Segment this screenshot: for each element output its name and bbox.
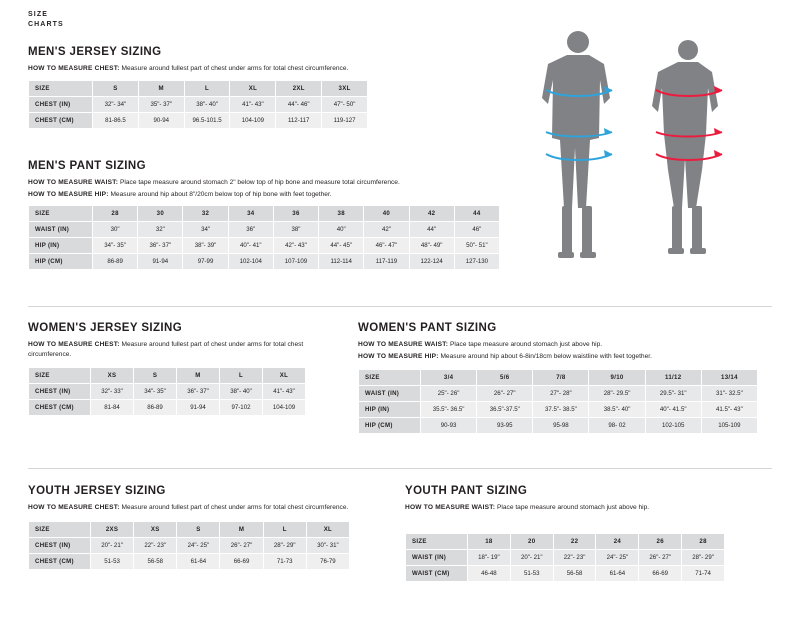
- howto-label: HOW TO MEASURE WAIST:: [358, 341, 449, 348]
- table-cell: 97-99: [183, 254, 228, 270]
- table-cell: 36.5"-37.5": [477, 402, 533, 418]
- row-label: CHEST (CM): [29, 112, 93, 128]
- table-header-cell: 2XL: [276, 80, 322, 96]
- table-header-cell: XL: [230, 80, 276, 96]
- table-cell: 44"- 45": [319, 238, 364, 254]
- table-cell: 22"- 23": [553, 549, 596, 565]
- table-cell: 95-98: [533, 418, 589, 434]
- table-header-cell: SIZE: [406, 533, 468, 549]
- table-cell: 20"- 21": [510, 549, 553, 565]
- table-header-cell: 13/14: [701, 370, 757, 386]
- table-header-cell: M: [220, 521, 263, 537]
- table-header-cell: 38: [319, 206, 364, 222]
- row-label: CHEST (IN): [29, 384, 91, 400]
- body-measurement-figures: [520, 28, 780, 278]
- table-cell: 35.5"- 36.5": [421, 402, 477, 418]
- table-cell: 36"- 37": [138, 238, 183, 254]
- table-cell: 117-119: [364, 254, 409, 270]
- howto-label: HOW TO MEASURE CHEST:: [28, 504, 120, 511]
- table-cell: 102-105: [645, 418, 701, 434]
- table-cell: 30": [93, 222, 138, 238]
- table-header-cell: 5/6: [477, 370, 533, 386]
- table-row: [29, 384, 306, 400]
- table-cell: 46": [454, 222, 499, 238]
- row-label: CHEST (IN): [29, 537, 91, 553]
- table-header-cell: M: [138, 80, 184, 96]
- table-header-cell: L: [184, 80, 230, 96]
- table-womens-jersey: [28, 367, 306, 416]
- table-cell: 91-94: [177, 400, 220, 416]
- section-womens-jersey-sizing: [28, 322, 348, 416]
- table-cell: 97-102: [220, 400, 263, 416]
- table-header-cell: SIZE: [359, 370, 421, 386]
- table-row: [406, 549, 725, 565]
- table-header-cell: XS: [134, 521, 177, 537]
- table-cell: 34": [183, 222, 228, 238]
- howto-measure-waist: [358, 340, 778, 350]
- table-cell: 30"- 31": [306, 537, 349, 553]
- howto-label: HOW TO MEASURE WAIST:: [405, 504, 496, 511]
- howto-label: HOW TO MEASURE CHEST:: [28, 65, 120, 72]
- table-cell: 61-64: [596, 565, 639, 581]
- table-cell: 112-117: [276, 112, 322, 128]
- table-header-cell: 34: [228, 206, 273, 222]
- table-cell: 35"- 37": [138, 96, 184, 112]
- table-cell: 71-73: [263, 553, 306, 569]
- table-header-row: [359, 370, 758, 386]
- howto-measure-waist: [405, 503, 775, 513]
- table-header-cell: L: [220, 368, 263, 384]
- table-cell: 56-58: [134, 553, 177, 569]
- table-cell: 38.5"- 40": [589, 402, 645, 418]
- table-header-row: [29, 521, 350, 537]
- table-cell: 122-124: [409, 254, 454, 270]
- howto-text: Measure around fullest part of chest under arms for total chest circumference.: [119, 65, 349, 72]
- table-cell: 26"- 27": [220, 537, 263, 553]
- table-header-cell: 7/8: [533, 370, 589, 386]
- howto-label: HOW TO MEASURE CHEST:: [28, 341, 120, 348]
- row-label: WAIST (IN): [29, 222, 93, 238]
- table-header-cell: L: [263, 521, 306, 537]
- section-title: YOUTH PANT SIZING: [405, 485, 528, 497]
- table-cell: 41"- 43": [230, 96, 276, 112]
- table-row: [29, 537, 350, 553]
- table-cell: 127-130: [454, 254, 499, 270]
- table-cell: 81-86.5: [93, 112, 139, 128]
- table-cell: 96.5-101.5: [184, 112, 230, 128]
- table-cell: 32": [138, 222, 183, 238]
- row-label: CHEST (CM): [29, 553, 91, 569]
- section-mens-pant-sizing: [28, 160, 528, 270]
- table-cell: 50"- 51": [454, 238, 499, 254]
- table-header-cell: 24: [596, 533, 639, 549]
- row-label: HIP (CM): [359, 418, 421, 434]
- table-youth-pant: [405, 533, 725, 582]
- divider: [28, 306, 772, 307]
- howto-text: Measure around hip about 6-8in/18cm below waistline with feet together.: [438, 352, 652, 360]
- section-title: YOUTH JERSEY SIZING: [28, 485, 166, 497]
- table-header-cell: 9/10: [589, 370, 645, 386]
- table-header-cell: S: [134, 368, 177, 384]
- table-cell: 40"- 41.5": [645, 402, 701, 418]
- howto-text: Measure around hip about 8"/20cm below top of hip bone with feet together.: [108, 190, 332, 198]
- section-title: MEN'S JERSEY SIZING: [28, 46, 162, 58]
- table-row: [29, 553, 350, 569]
- table-header-cell: 36: [273, 206, 318, 222]
- table-cell: 46-48: [468, 565, 511, 581]
- row-label: HIP (IN): [29, 238, 93, 254]
- table-header-cell: 44: [454, 206, 499, 222]
- table-cell: 32"- 33": [91, 384, 134, 400]
- table-cell: 20"- 21": [91, 537, 134, 553]
- table-header-cell: 32: [183, 206, 228, 222]
- table-cell: 105-109: [701, 418, 757, 434]
- table-header-cell: 26: [639, 533, 682, 549]
- table-header-cell: SIZE: [29, 521, 91, 537]
- table-cell: 66-69: [639, 565, 682, 581]
- table-row: [406, 565, 725, 581]
- table-cell: 112-114: [319, 254, 364, 270]
- table-cell: 104-109: [263, 400, 306, 416]
- table-header-row: [29, 206, 500, 222]
- table-cell: 119-127: [322, 112, 368, 128]
- table-cell: 71-74: [682, 565, 725, 581]
- male-body-diagram: [542, 31, 610, 258]
- table-header-row: [29, 80, 368, 96]
- howto-label: HOW TO MEASURE WAIST:: [28, 179, 119, 186]
- table-header-cell: 40: [364, 206, 409, 222]
- row-label: WAIST (IN): [406, 549, 468, 565]
- table-cell: 90-94: [138, 112, 184, 128]
- table-cell: 42"- 43": [273, 238, 318, 254]
- section-mens-jersey-sizing: [28, 46, 528, 129]
- howto-measure-waist: [28, 178, 528, 188]
- table-cell: 81-84: [91, 400, 134, 416]
- table-header-cell: SIZE: [29, 368, 91, 384]
- table-cell: 41"- 43": [263, 384, 306, 400]
- table-cell: 51-53: [91, 553, 134, 569]
- table-cell: 40": [319, 222, 364, 238]
- table-row: [359, 386, 758, 402]
- row-label: WAIST (IN): [359, 386, 421, 402]
- howto-text: Measure around fullest part of chest under arms for total chest circumference.: [28, 341, 304, 358]
- table-cell: 22"- 23": [134, 537, 177, 553]
- divider: [28, 468, 772, 469]
- howto-label: HOW TO MEASURE HIP:: [358, 352, 439, 360]
- table-cell: 76-79: [306, 553, 349, 569]
- table-cell: 34"- 35": [93, 238, 138, 254]
- table-row: [29, 400, 306, 416]
- section-youth-jersey-sizing: [28, 485, 358, 570]
- table-header-cell: 3XL: [322, 80, 368, 96]
- table-cell: 24"- 25": [177, 537, 220, 553]
- howto-text: Measure around fullest part of chest under arms for total chest circumference.: [119, 504, 349, 511]
- table-cell: 46"- 47": [364, 238, 409, 254]
- howto-measure-chest: [28, 340, 308, 359]
- table-cell: 47"- 50": [322, 96, 368, 112]
- howto-label: HOW TO MEASURE HIP:: [28, 190, 109, 198]
- table-header-cell: XL: [263, 368, 306, 384]
- table-cell: 107-109: [273, 254, 318, 270]
- table-cell: 36"- 37": [177, 384, 220, 400]
- table-cell: 29.5"- 31": [645, 386, 701, 402]
- howto-text: Place tape measure around stomach just above hip.: [448, 341, 603, 348]
- table-cell: 93-95: [477, 418, 533, 434]
- table-header-cell: SIZE: [29, 206, 93, 222]
- table-header-cell: 3/4: [421, 370, 477, 386]
- table-header-cell: 28: [682, 533, 725, 549]
- table-cell: 38"- 40": [220, 384, 263, 400]
- howto-text: Place tape measure around stomach 2" below top of hip bone and measure total circumference.: [118, 179, 400, 186]
- page-title: [28, 10, 64, 30]
- table-cell: 56-58: [553, 565, 596, 581]
- table-cell: 90-93: [421, 418, 477, 434]
- row-label: CHEST (CM): [29, 400, 91, 416]
- table-header-cell: XS: [91, 368, 134, 384]
- female-body-diagram: [652, 40, 718, 254]
- table-header-row: [29, 368, 306, 384]
- table-header-cell: S: [93, 80, 139, 96]
- howto-text: Place tape measure around stomach just above hip.: [495, 504, 650, 511]
- table-header-cell: 11/12: [645, 370, 701, 386]
- table-cell: 104-109: [230, 112, 276, 128]
- table-row: [29, 222, 500, 238]
- table-cell: 61-64: [177, 553, 220, 569]
- table-youth-jersey: [28, 521, 350, 570]
- page-title-line2: CHARTS: [28, 21, 64, 28]
- table-cell: 24"- 25": [596, 549, 639, 565]
- table-womens-pant: [358, 369, 758, 434]
- table-cell: 26"- 27": [477, 386, 533, 402]
- table-cell: 31"- 32.5": [701, 386, 757, 402]
- howto-measure-chest: [28, 503, 350, 513]
- table-row: [359, 418, 758, 434]
- table-cell: 18"- 19": [468, 549, 511, 565]
- section-womens-pant-sizing: [358, 322, 778, 434]
- table-row: [29, 254, 500, 270]
- table-cell: 32"- 34": [93, 96, 139, 112]
- table-cell: 38": [273, 222, 318, 238]
- table-cell: 40"- 41": [228, 238, 273, 254]
- table-cell: 102-104: [228, 254, 273, 270]
- page-title-line1: SIZE: [28, 11, 48, 18]
- table-cell: 86-89: [93, 254, 138, 270]
- table-cell: 42": [364, 222, 409, 238]
- table-mens-pant: [28, 205, 500, 270]
- section-title: WOMEN'S JERSEY SIZING: [28, 322, 183, 334]
- section-youth-pant-sizing: [405, 485, 775, 582]
- table-header-cell: 28: [93, 206, 138, 222]
- table-cell: 86-89: [134, 400, 177, 416]
- table-cell: 91-94: [138, 254, 183, 270]
- table-cell: 37.5"- 38.5": [533, 402, 589, 418]
- table-cell: 48"- 49": [409, 238, 454, 254]
- table-row: [29, 238, 500, 254]
- howto-measure-chest: [28, 64, 528, 74]
- row-label: CHEST (IN): [29, 96, 93, 112]
- table-header-cell: S: [177, 521, 220, 537]
- table-header-cell: 30: [138, 206, 183, 222]
- table-cell: 38"- 40": [184, 96, 230, 112]
- table-cell: 26"- 27": [639, 549, 682, 565]
- howto-measure-hip: [358, 352, 778, 362]
- table-cell: 41.5"- 43": [701, 402, 757, 418]
- table-cell: 34"- 35": [134, 384, 177, 400]
- table-cell: 98- 02: [589, 418, 645, 434]
- table-mens-jersey: [28, 80, 368, 129]
- table-header-cell: 20: [510, 533, 553, 549]
- table-cell: 44": [409, 222, 454, 238]
- table-cell: 51-53: [510, 565, 553, 581]
- row-label: HIP (CM): [29, 254, 93, 270]
- table-row: [29, 96, 368, 112]
- section-title: WOMEN'S PANT SIZING: [358, 322, 497, 334]
- table-cell: 28"- 29.5": [589, 386, 645, 402]
- table-cell: 28"- 29": [263, 537, 306, 553]
- table-header-cell: 42: [409, 206, 454, 222]
- row-label: HIP (IN): [359, 402, 421, 418]
- table-header-cell: 18: [468, 533, 511, 549]
- table-header-cell: SIZE: [29, 80, 93, 96]
- table-cell: 25"- 26": [421, 386, 477, 402]
- table-cell: 28"- 29": [682, 549, 725, 565]
- table-cell: 36": [228, 222, 273, 238]
- table-header-cell: 22: [553, 533, 596, 549]
- table-cell: 38"- 39": [183, 238, 228, 254]
- row-label: WAIST (CM): [406, 565, 468, 581]
- table-header-row: [406, 533, 725, 549]
- table-cell: 44"- 46": [276, 96, 322, 112]
- table-cell: 27"- 28": [533, 386, 589, 402]
- howto-measure-hip: [28, 190, 528, 200]
- table-row: [359, 402, 758, 418]
- table-row: [29, 112, 368, 128]
- section-title: MEN'S PANT SIZING: [28, 160, 146, 172]
- table-cell: 66-69: [220, 553, 263, 569]
- table-header-cell: 2XS: [91, 521, 134, 537]
- table-header-cell: M: [177, 368, 220, 384]
- table-header-cell: XL: [306, 521, 349, 537]
